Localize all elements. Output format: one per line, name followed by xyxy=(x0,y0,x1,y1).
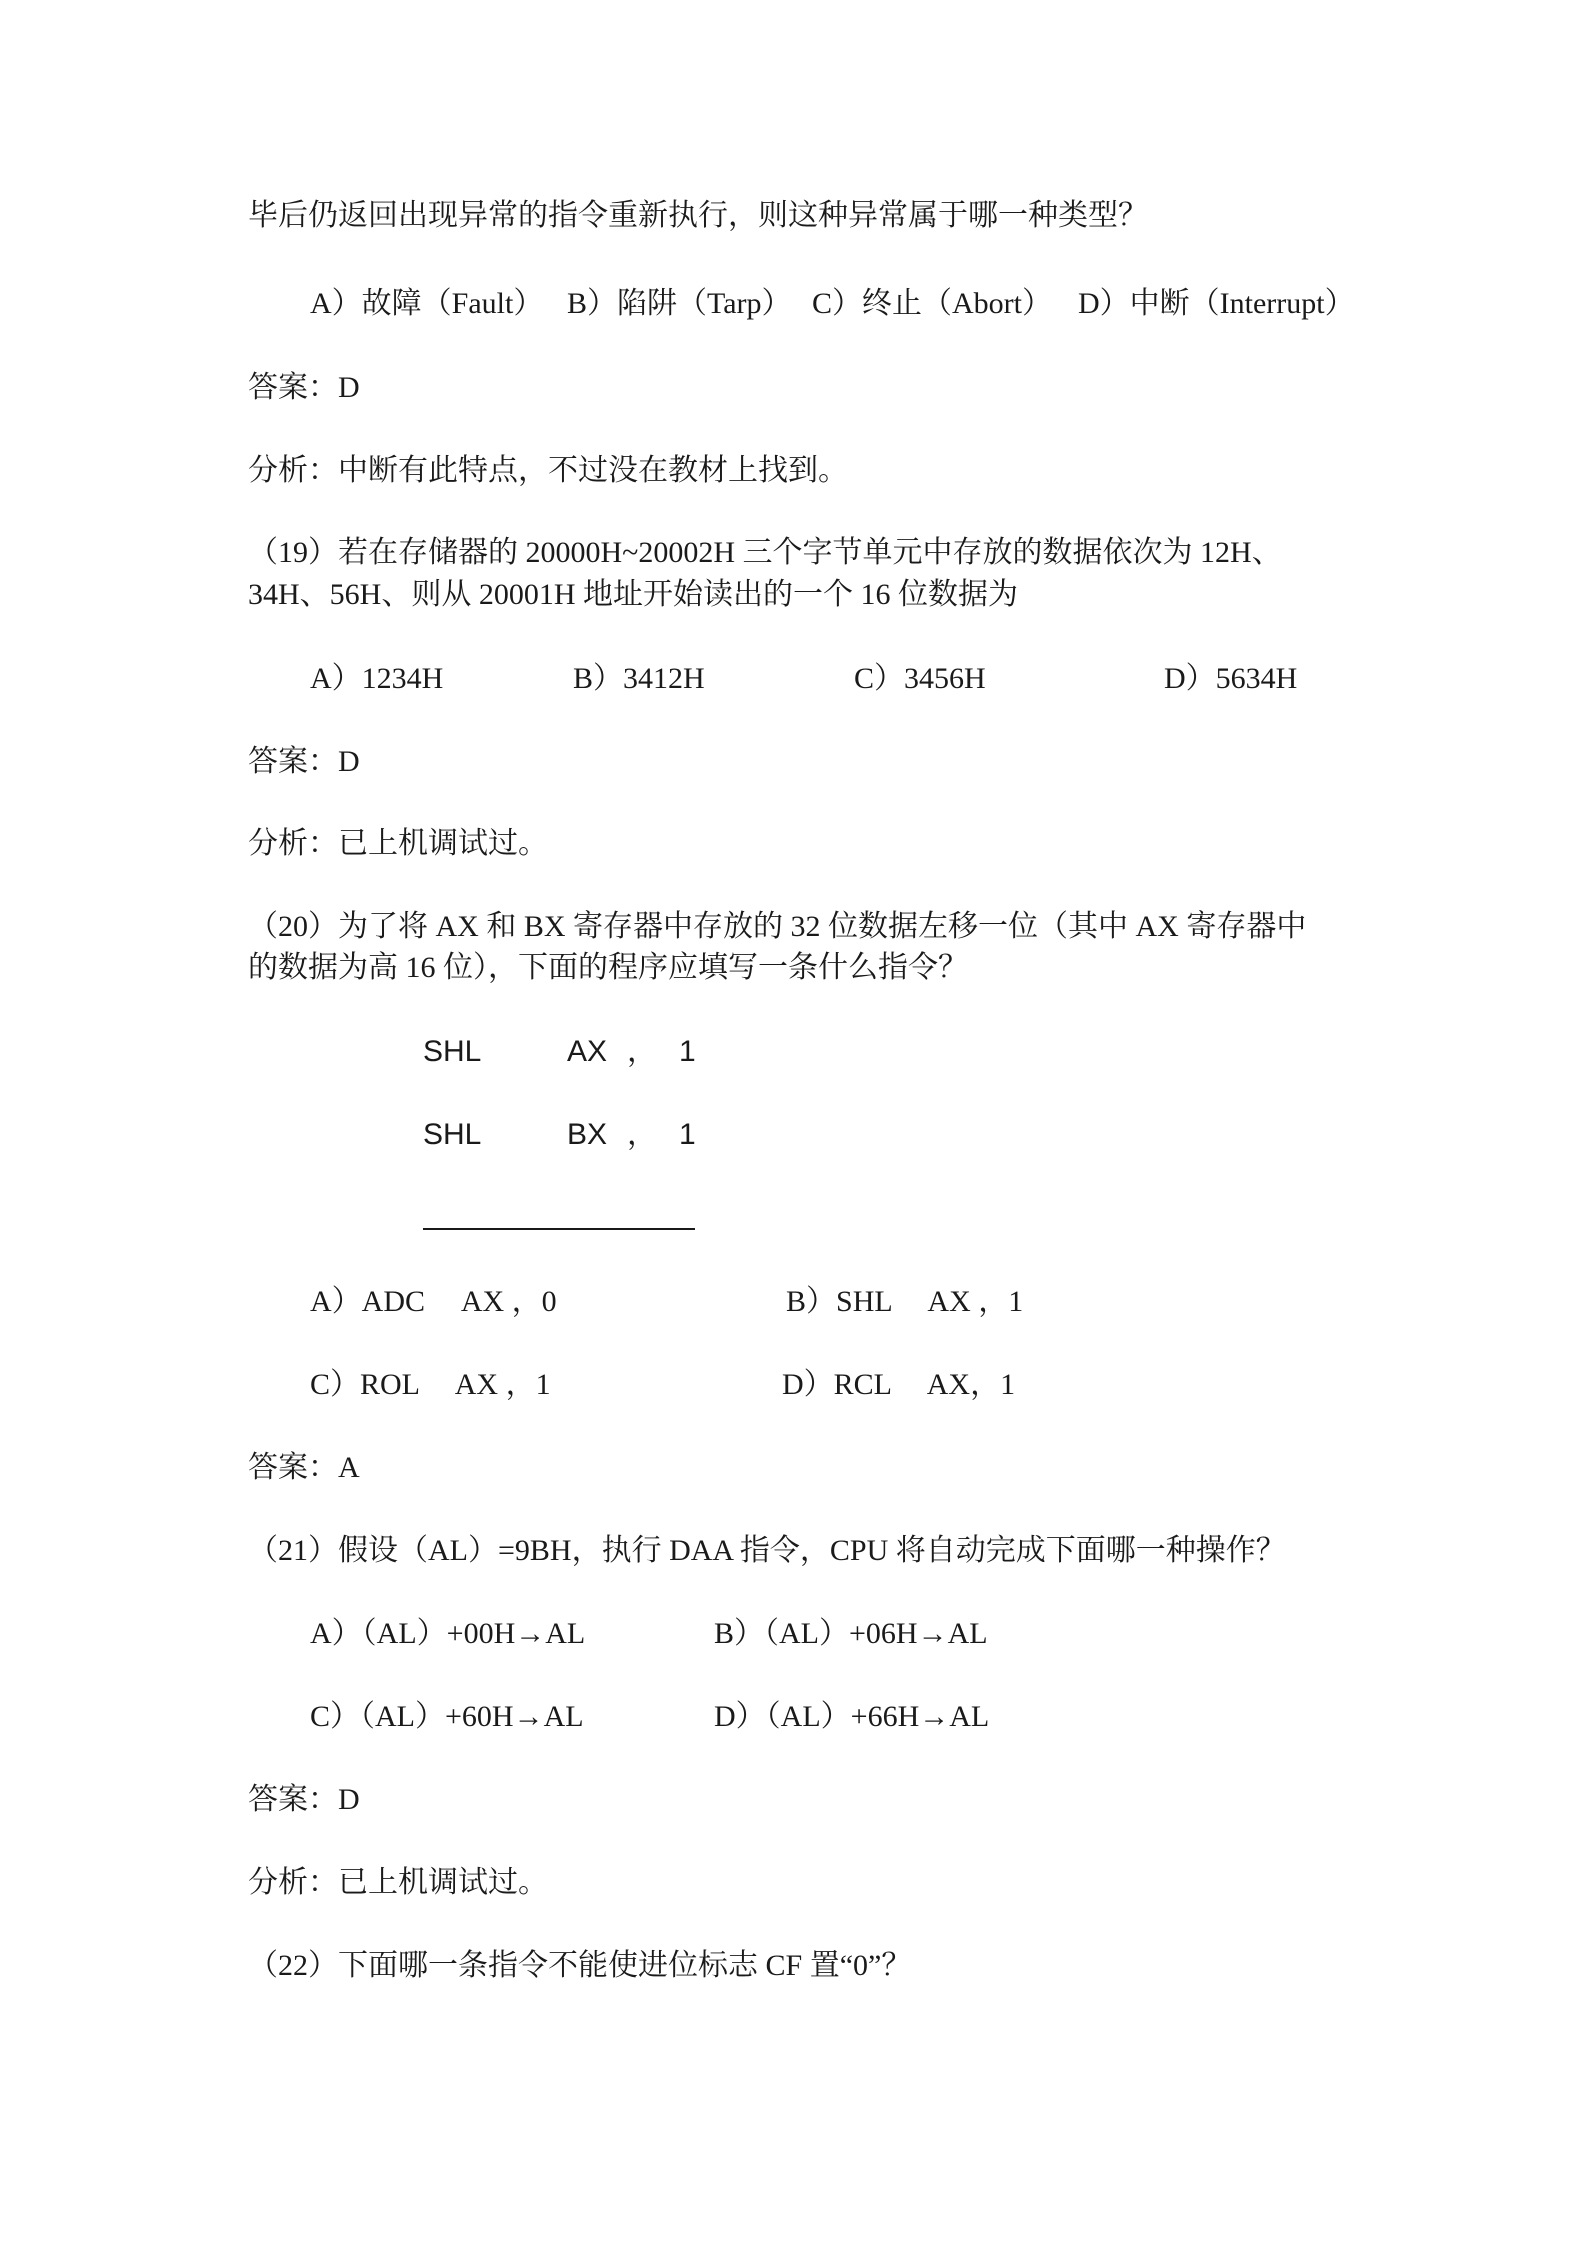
code-line-2-imm: 1 xyxy=(679,1118,696,1151)
q21-option-c: C）（AL）+60H→AL xyxy=(310,1700,584,1733)
q19-analysis: 分析：已上机调试过。 xyxy=(248,827,548,860)
code-line-2-reg: BX xyxy=(567,1118,608,1151)
code-line-1-sep: ， xyxy=(627,1035,657,1068)
q21-stem: （21）假设（AL）=9BH，执行 DAA 指令，CPU 将自动完成下面哪一种操作？ xyxy=(248,1534,1286,1567)
q22-stem: （22）下面哪一条指令不能使进位标志 CF 置“0”？ xyxy=(248,1949,912,1982)
fill-in-blank-line xyxy=(423,1228,695,1230)
q21-option-b: B）（AL）+06H→AL xyxy=(714,1617,988,1650)
code-line-1-reg: AX xyxy=(567,1035,608,1068)
q20-option-a: A）ADC AX ，0 xyxy=(310,1285,557,1318)
q19-option-c: C）3456H xyxy=(854,662,986,695)
q20-stem-line2: 的数据为高 16 位），下面的程序应填写一条什么指令？ xyxy=(248,951,968,984)
q19-stem-line2: 34H、56H、则从 20001H 地址开始读出的一个 16 位数据为 xyxy=(248,578,1018,611)
code-line-2-op: SHL xyxy=(423,1118,482,1151)
q21-analysis: 分析：已上机调试过。 xyxy=(248,1866,548,1899)
q20-option-c: C）ROL AX ，1 xyxy=(310,1368,551,1401)
q19-option-a: A）1234H xyxy=(310,662,444,695)
q21-option-d: D）（AL）+66H→AL xyxy=(714,1700,990,1733)
q18-option-a: A）故障（Fault） xyxy=(310,287,544,320)
q18-stem-tail: 毕后仍返回出现异常的指令重新执行，则这种异常属于哪一种类型？ xyxy=(248,199,1148,232)
q21-answer: 答案：D xyxy=(248,1783,360,1816)
code-line-1-op: SHL xyxy=(423,1035,482,1068)
q18-option-c: C）终止（Abort） xyxy=(812,287,1052,320)
q19-option-b: B）3412H xyxy=(573,662,705,695)
q19-option-d: D）5634H xyxy=(1164,662,1298,695)
q21-option-a: A）（AL）+00H→AL xyxy=(310,1617,586,1650)
code-line-1-imm: 1 xyxy=(679,1035,696,1068)
q20-answer: 答案：A xyxy=(248,1451,360,1484)
q18-analysis: 分析：中断有此特点，不过没在教材上找到。 xyxy=(248,454,848,487)
q18-option-b: B）陷阱（Tarp） xyxy=(567,287,792,320)
q20-stem-line1: （20）为了将 AX 和 BX 寄存器中存放的 32 位数据左移一位（其中 AX 寄存器中 xyxy=(248,910,1307,943)
q20-option-b: B）SHL AX ，1 xyxy=(786,1285,1024,1318)
code-line-2-sep: ， xyxy=(627,1118,657,1151)
q19-answer: 答案：D xyxy=(248,745,360,778)
q19-stem-line1: （19）若在存储器的 20000H~20002H 三个字节单元中存放的数据依次为 12H、 xyxy=(248,536,1282,569)
q20-option-d: D）RCL AX，1 xyxy=(782,1368,1016,1401)
q18-option-d: D）中断（Interrupt） xyxy=(1078,287,1355,320)
q18-answer: 答案：D xyxy=(248,371,360,404)
